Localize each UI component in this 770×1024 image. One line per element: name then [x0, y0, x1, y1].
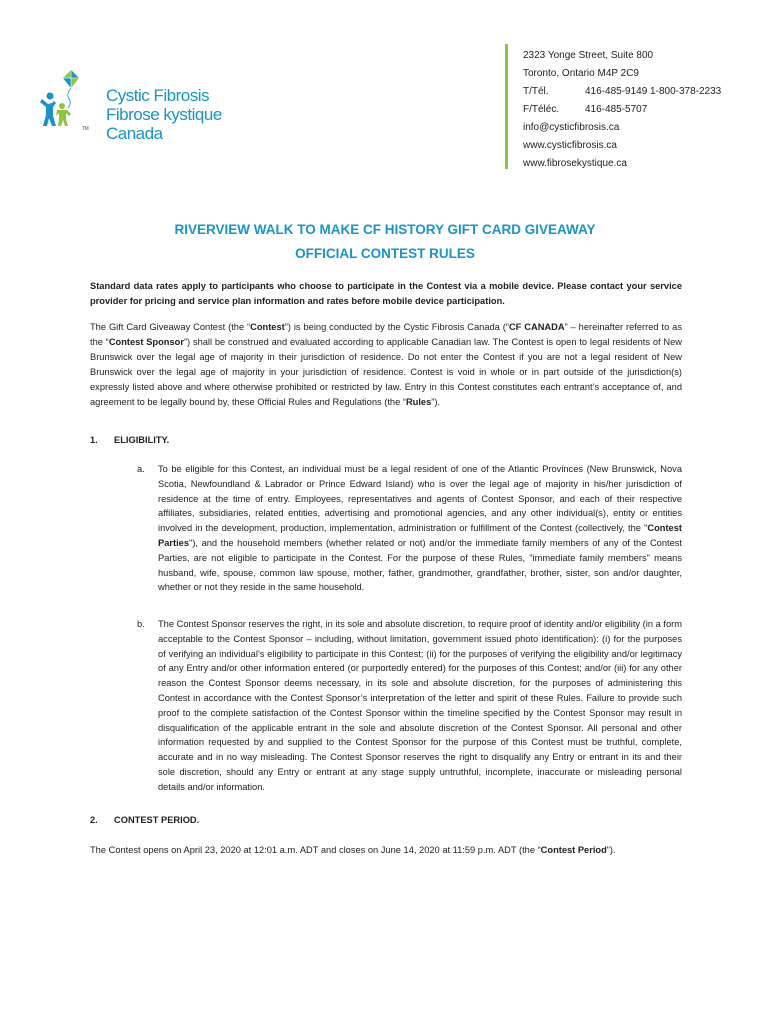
telephone-value: 416-485-9149 1-800-378-2233 — [585, 86, 722, 97]
contact-divider — [505, 44, 508, 169]
section-eligibility-heading — [90, 435, 169, 445]
email-link[interactable]: info@cysticfibrosis.ca — [523, 122, 620, 133]
fax-value: 416-485-5707 — [585, 104, 648, 115]
kite-icon — [63, 70, 79, 108]
item-marker: a. — [137, 464, 145, 474]
address-line-1: 2323 Yonge Street, Suite 800 — [523, 50, 654, 61]
data-rates-notice: Standard data rates apply to participants who choose to participate in the Contest via a mobile device. Please contact your service provider for pricing and service plan information and rates before mobile device participation. — [90, 281, 682, 306]
item-text: To be eligible for this Contest, an individual must be a legal resident of one of the Atlantic Provinces (New Brunswick, Nova Scotia, Newfoundland & Labrador or Prince Edward Island) who is over the legal age of majority in his/her jurisdiction of residence at the time of entry. Employees, representatives and agents of Contest Sponsor, and each of their respective affiliates, subsidiaries, related entities, advertising and promotional agencies, and any other individual(s), entity or entities involved in the development, production, implementation, administration or fulfillment of the Contest (collectively, the "Contest Parties"), and the household members (whether related or not) and/or the immediate family members of any of the Contest Parties, are not eligible to participate in the Contest. For the purpose of these Rules, "immediate family members" means husband, wife, spouse, common law spouse, mother, father, grandmother, grandfather, brother, sister, son and/or daughter, whether or not they reside in the same household. — [158, 464, 682, 593]
logo-line-2: Fibrose kystique — [106, 105, 222, 124]
fax-label: F/Téléc. — [523, 104, 560, 115]
address-line-2: Toronto, Ontario M4P 2C9 — [523, 68, 639, 79]
contact-info — [523, 47, 721, 173]
logo-wordmark — [82, 86, 222, 143]
document-subtitle: OFFICIAL CONTEST RULES — [295, 246, 475, 261]
logo-line-3: Canada — [106, 124, 163, 143]
item-marker: b. — [137, 619, 145, 629]
fax-row — [523, 101, 721, 119]
telephone-label: T/Tél. — [523, 86, 549, 97]
section-title: ELIGIBILITY. — [114, 435, 170, 445]
contest-period-paragraph: The Contest opens on April 23, 2020 at 12:01 a.m. ADT and closes on June 14, 2020 at 11:59 p.m. ADT (the “Contest Period”). — [90, 845, 616, 855]
eligibility-item-a — [137, 462, 682, 595]
section-contest-period-heading — [90, 815, 199, 825]
contest-intro-paragraph: The Gift Card Giveaway Contest (the “Contest”) is being conducted by the Cystic Fibrosis Canada (“CF CANADA” – hereinafter referred to as the “Contest Sponsor”) shall be construed and evaluated according to applicable Canadian law. The Contest is open to legal residents of New Brunswick over the legal age of majority in their jurisdiction of residence. Do not enter the Contest if you are not a legal resident of New Brunswick over the legal age of majority in your jurisdiction of residence. Contest is void in whole or in part outside of the jurisdiction(s) expressly listed above and where otherwise prohibited or restricted by law. Entry in this Contest constitutes each entrant’s acceptance of, and agreement to be legally bound by, these Official Rules and Regulations (the “Rules”). — [90, 322, 683, 407]
website-link-en[interactable]: www.cysticfibrosis.ca — [523, 140, 617, 151]
eligibility-item-b — [137, 617, 682, 795]
adult-figure-icon — [40, 93, 56, 127]
section-title: CONTEST PERIOD. — [114, 815, 200, 825]
document-title: RIVERVIEW WALK TO MAKE CF HISTORY GIFT CARD GIVEAWAY — [174, 222, 596, 237]
logo-trademark: TM — [82, 126, 89, 132]
telephone-row — [523, 83, 721, 101]
section-number: 2. — [90, 815, 98, 825]
website-link-fr[interactable]: www.fibrosekystique.ca — [523, 158, 627, 169]
item-text: The Contest Sponsor reserves the right, in its sole and absolute discretion, to require proof of identity and/or eligibility (in a form acceptable to the Contest Sponsor – including, without limitation, government issued photo identification): (i) for the purposes of verifying an individual’s eligibility to participate in this Contest; (ii) for the purposes of verifying the eligibility and/or legitimacy of any Entry and/or other information entered (or purportedly entered) for the purposes of this Contest; and/or (iii) for any other reason the Contest Sponsor deems necessary, in its sole and absolute discretion, for the purposes of administering this Contest in accordance with the Contest Sponsor’s interpretation of the letter and spirit of these Rules. Failure to provide such proof to the complete satisfaction of the Contest Sponsor within the timeline specified by the Contest Sponsor may result in disqualification of the applicable entrant in the sole and absolute discretion of the Contest Sponsor. All personal and other information requested by and supplied to the Contest Sponsor for the purpose of this Contest must be truthful, complete, accurate and in no way misleading. The Contest Sponsor reserves the right to disqualify any Entry or entrant in its and their sole discretion, should any Entry or entrant at any stage supply untruthful, incomplete, inaccurate or misleading personal details and/or information. — [158, 619, 682, 792]
section-number: 1. — [90, 435, 98, 445]
logo-line-1: Cystic Fibrosis — [106, 86, 210, 105]
